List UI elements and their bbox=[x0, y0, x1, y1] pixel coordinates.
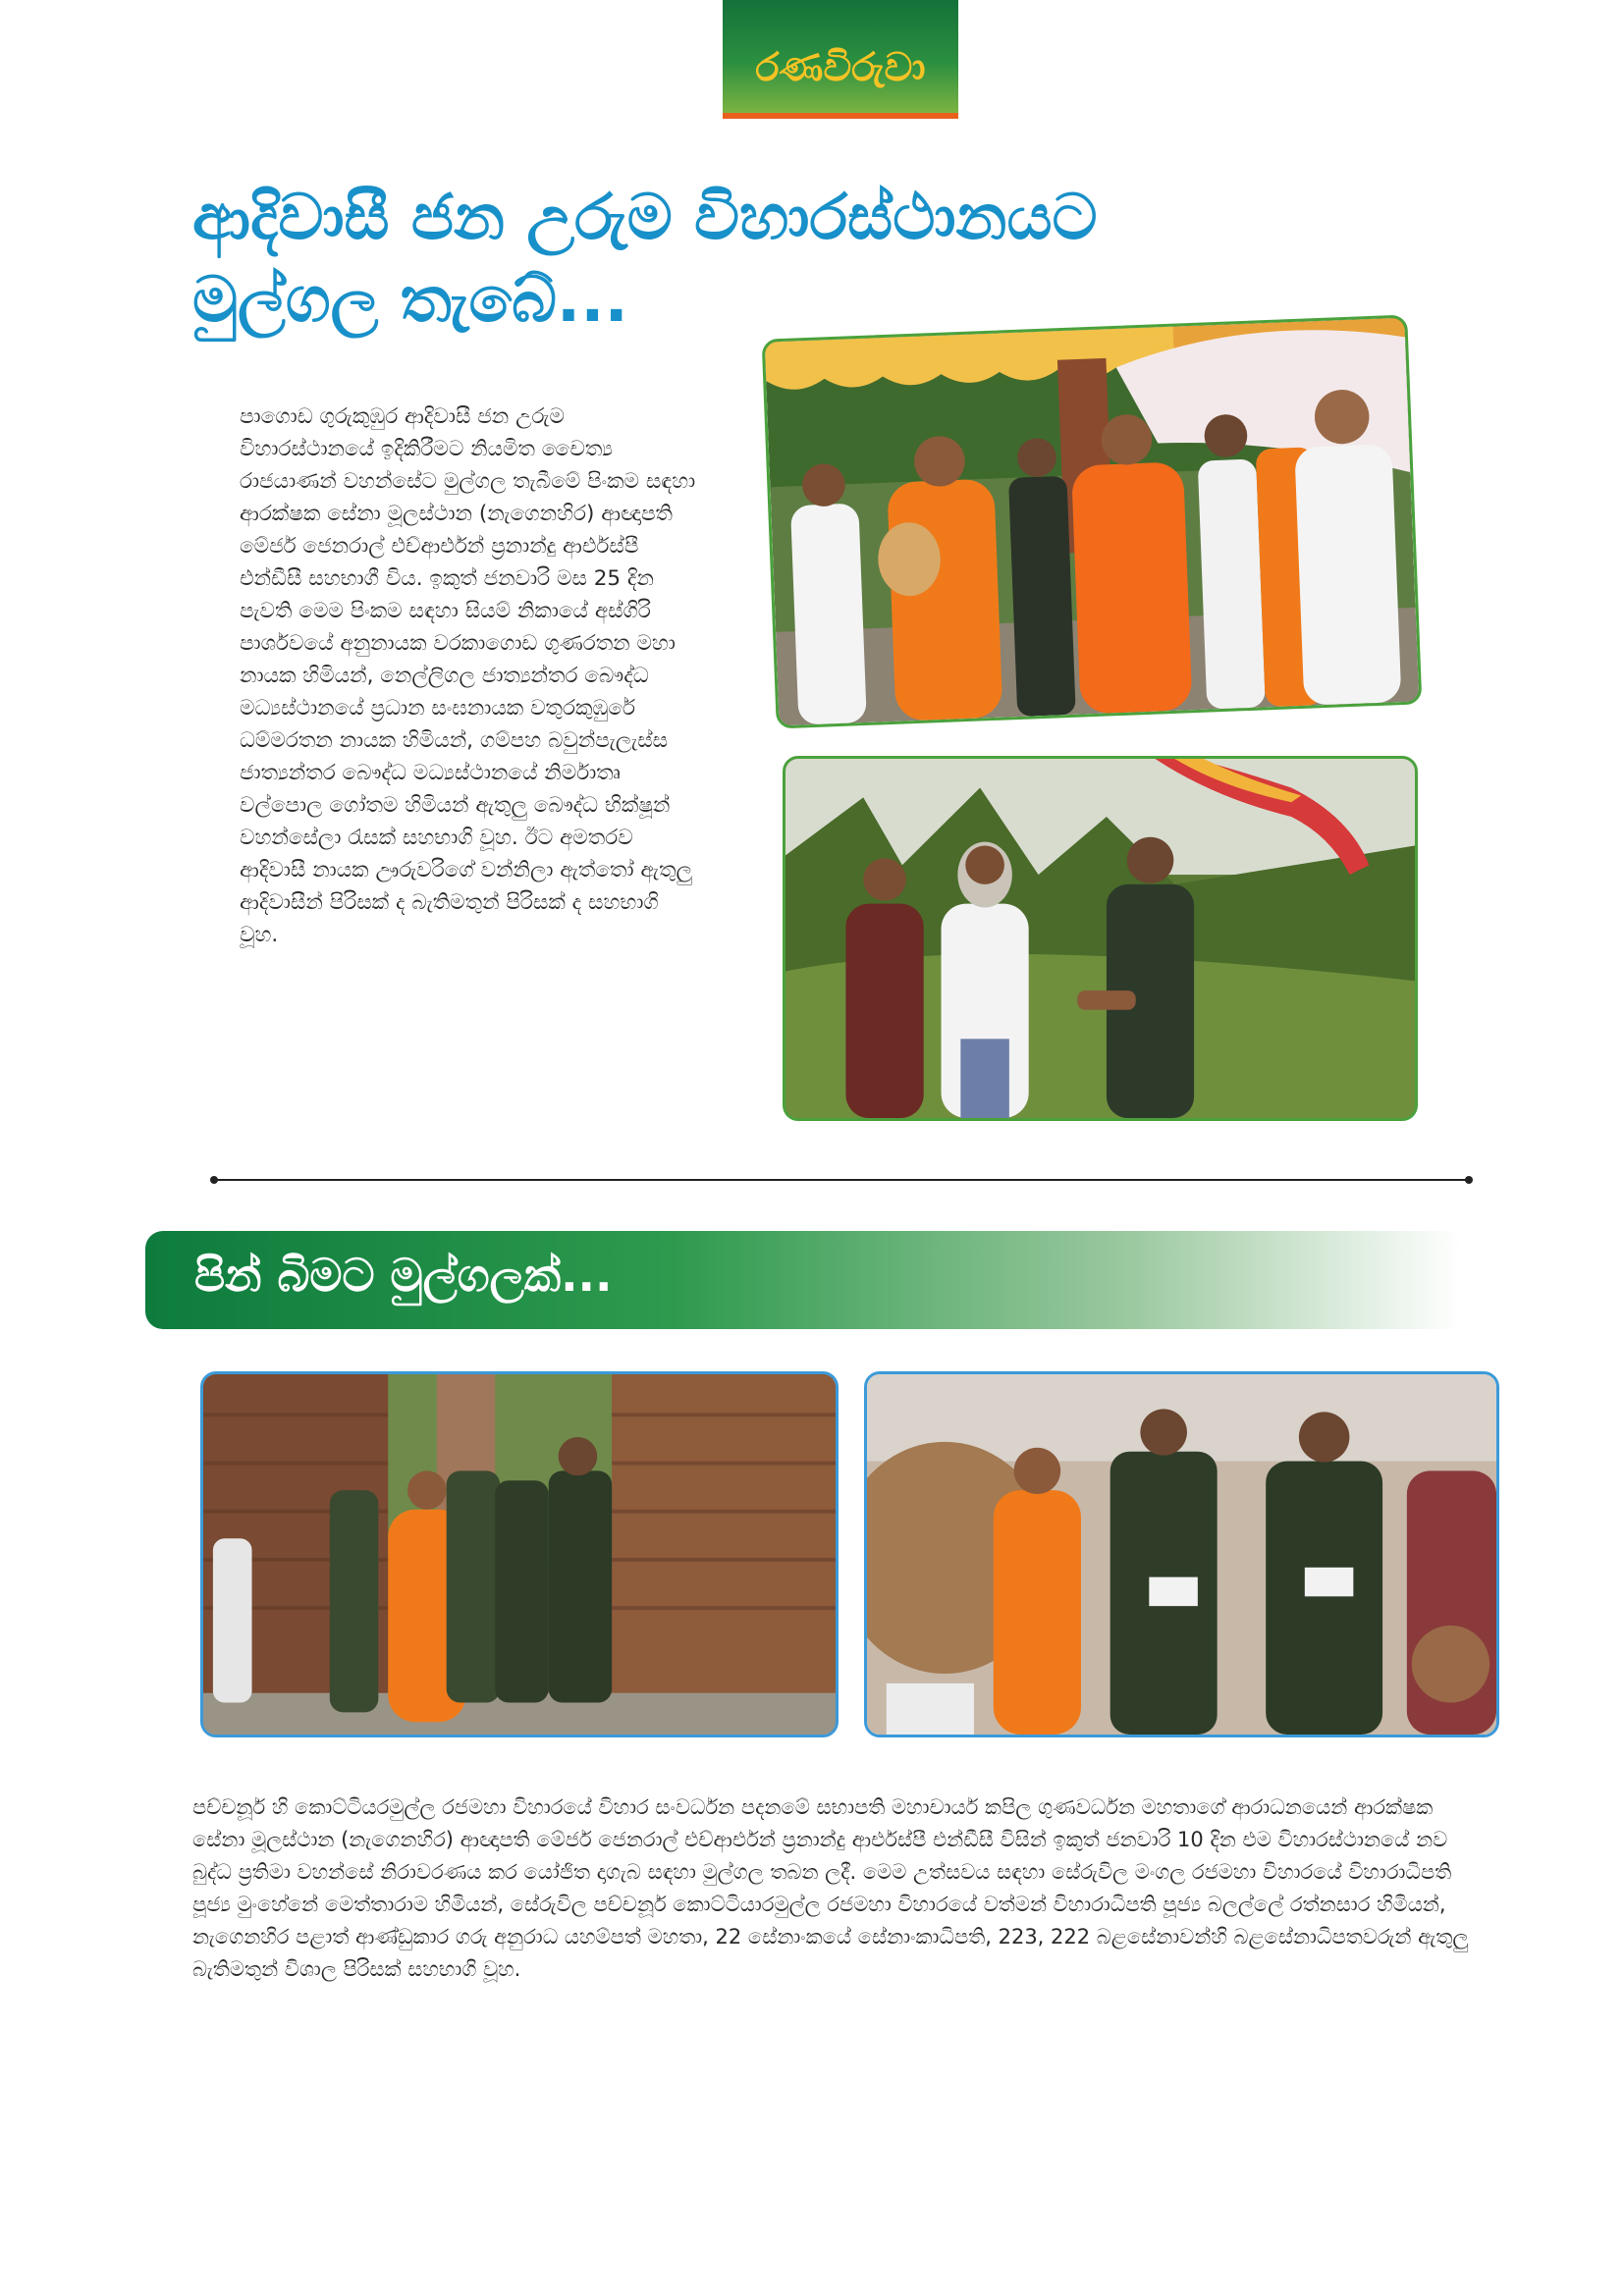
article-body-1: පාගොඩ ගුරුකුඹුර ආදිවාසී ජන උරුම විහාරස්ථානයේ ඉදිකිරීමට නියමිත චෛත්‍ය රාජයාණන් වහන්සේට මුල්ගල තැබීමේ පිංකම සඳහා ආරක්ෂක සේනා මූලස්ථාන (නැගෙනහිර) ආඥාපති මේජර් ජෙනරාල් එච්ආර්එන් ප්‍රනාන්දු ආර්එස්පී එන්ඩීසී සහභාගී විය. ඉකුත් ජනවාරි මස 25 දින පැවති මෙම පිංකම සඳහා සියම් නිකායේ අස්ගිරි පාර්ශවයේ අනුනායක වරකාගොඩ ගුණරතන මහා නායක හිමියන්, නෙල්ලිගල ජාත්‍යන්තර බෞද්ධ මධ්‍යස්ථානයේ ප්‍රධාන සංඝනායක වතුරකුඹුරේ ධම්මරතන නායක හිමියන්, ගම්පහ බවුන්පැලැස්ස ජාත්‍යන්තර බෞද්ධ මධ්‍යස්ථානයේ නිර්මාතෘ වල්පොල ගෝතම හිමියන් ඇතුලු බෞද්ධ භික්ෂූන් වහන්සේලා රැසක් සහභාගි වූහ. ඊට අමතරව ආදිවාසී නායක ඌරුවරිගේ වන්නිලා ඇත්තෝ ඇතුලු ආදිවාසීන් පිරිසක් ද බැතිමතුන් පිරිසක් ද සහභාගි වූහ. bbox=[240, 404, 696, 947]
article-body-2: පච්චනූර් හි කොට්ටියරමුල්ල රජමහා විහාරයේ විහාර සංවර්ධන පදනමේ සභාපති මහාචාර්ය කපිල ගුණවර්ධන මහතාගේ ආරාධනයෙන් ආරක්ෂක සේනා මූලස්ථාන (නැගෙනහිර) ආඥාපති මේජර් ජෙනරාල් එච්ආර්එන් ප්‍රනාන්දු ආර්එස්පී එන්ඩීසී විසින් ඉකුත් ජනවාරි 10 දින එම විහාරස්ථානයේ නව බුද්ධ ප්‍රතිමා වහන්සේ නිරාවරණය කර යෝජිත දාගැබ සඳහා මුල්ගල තබන ලදී. මෙම උත්සවය සඳහා සේරුවිල මංගල රජමහා විහාරයේ විහාරාධිපති පූජ්‍ය මුංහේනේ මෙත්තාරාම හිමියන්, සේරුවිල පච්චනූර් කොට්ටියාරමුල්ල රජමහා විහාරයේ වත්මන් විහාරාධිපති පූජ්‍ය බලල්ලේ රත්නසාර හිමියන්, නැගෙනහිර පළාත් ආණ්ඩුකාර ගරු අනුරාධ යහම්පත් මහතා, 22 සේනාංකයේ සේනාංකාධිපති, 223, 222 බළසේනාවන්හි බළසේනාධිපතවරුන් ඇතුලු බැතිමතුන් විශාල පිරිසක් සහභාගි වූහ. bbox=[192, 1795, 1469, 1981]
section-divider bbox=[214, 1179, 1469, 1181]
masthead-logo bbox=[723, 0, 958, 119]
photo-brick-ruins-procession bbox=[200, 1371, 839, 1737]
photo-foundation-stone bbox=[864, 1371, 1499, 1737]
section-header-bar bbox=[145, 1231, 1461, 1329]
headline-line-2: මුල්ගල තැබේ... bbox=[192, 264, 628, 337]
brand-name: රණවිරුවා bbox=[755, 44, 926, 90]
section-title: පින් බිමට මුල්ගලක්... bbox=[194, 1249, 613, 1302]
photo-greeting-leader bbox=[783, 756, 1418, 1121]
headline-line-1: ආදිවාසී ජන උරුම විහාරස්ථානයට bbox=[192, 182, 1098, 254]
photo-ceremony-monks bbox=[762, 315, 1423, 729]
article-headline bbox=[192, 177, 1174, 342]
